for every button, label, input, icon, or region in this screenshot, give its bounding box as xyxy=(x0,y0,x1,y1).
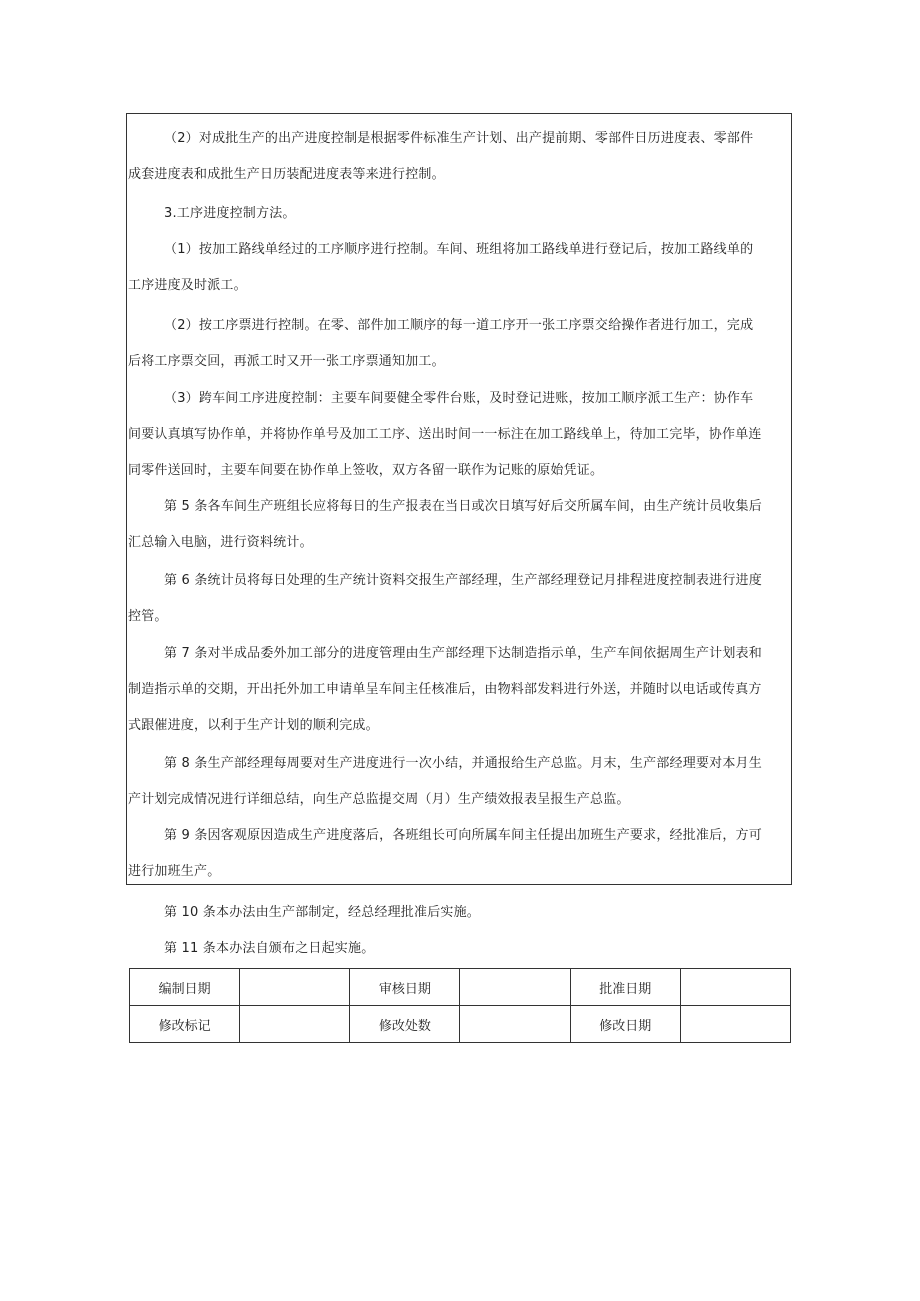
text-line: 第 6 条统计员将每日处理的生产统计资料交报生产部经理，生产部经理登记月排程进度控制表进行进度 xyxy=(164,573,762,588)
label-cell: 修改日期 xyxy=(570,1006,680,1043)
value-cell xyxy=(680,1006,790,1043)
value-cell xyxy=(460,969,570,1006)
label-cell: 批准日期 xyxy=(570,969,680,1006)
paragraph-article-6 xyxy=(128,563,790,635)
value-cell xyxy=(240,969,350,1006)
table-row xyxy=(130,1006,791,1043)
paragraph-batch-output-control xyxy=(128,121,790,193)
text-line: 成套进度表和成批生产日历装配进度表等来进行控制。 xyxy=(128,167,445,182)
text-line: 第 11 条本办法自颁布之日起实施。 xyxy=(164,941,375,956)
paragraph-article-5 xyxy=(128,489,790,561)
text-line: 3.工序进度控制方法。 xyxy=(164,206,296,221)
text-line: 同零件送回时，主要车间要在协作单上签收，双方各留一联作为记账的原始凭证。 xyxy=(128,463,604,478)
label-cell: 审核日期 xyxy=(350,969,460,1006)
text-line: 第 8 条生产部经理每周要对生产进度进行一次小结，并通报给生产总监。月末，生产部经理要对本月生 xyxy=(164,756,762,771)
paragraph-article-11 xyxy=(128,931,790,967)
text-line: 第 10 条本办法由生产部制定，经总经理批准后实施。 xyxy=(164,905,481,920)
text-line: 第 5 条各车间生产班组长应将每日的生产报表在当日或次日填写好后交所属车间，由生产统计员收集后 xyxy=(164,499,762,514)
paragraph-process-ticket-control xyxy=(128,308,790,380)
text-line: 制造指示单的交期，开出托外加工申请单呈车间主任核准后，由物料部发料进行外送，并随时以电话或传真方 xyxy=(128,682,762,697)
text-line: 间要认真填写协作单，并将协作单号及加工工序、送出时间一一标注在加工路线单上，待加工完毕，协作单连 xyxy=(128,427,762,442)
paragraph-article-8 xyxy=(128,746,790,818)
value-cell xyxy=(680,969,790,1006)
text-line: 工序进度及时派工。 xyxy=(128,278,247,293)
paragraph-article-7 xyxy=(128,636,790,744)
text-line: 后将工序票交回，再派工时又开一张工序票通知加工。 xyxy=(128,354,445,369)
label-cell: 修改处数 xyxy=(350,1006,460,1043)
text-line: 产计划完成情况进行详细总结，向生产总监提交周（月）生产绩效报表呈报生产总监。 xyxy=(128,792,630,807)
text-line: 式跟催进度，以利于生产计划的顺利完成。 xyxy=(128,718,379,733)
text-line: （3）跨车间工序进度控制：主要车间要健全零件台账，及时登记进账，按加工顺序派工生产：协作车 xyxy=(164,391,754,406)
text-line: 第 7 条对半成品委外加工部分的进度管理由生产部经理下达制造指示单，生产车间依据周生产计划表和 xyxy=(164,646,762,661)
paragraph-routing-sheet-control xyxy=(128,232,790,304)
label-cell: 编制日期 xyxy=(130,969,240,1006)
table-row xyxy=(130,969,791,1006)
text-line: 进行加班生产。 xyxy=(128,864,221,879)
text-line: 汇总输入电脑，进行资料统计。 xyxy=(128,535,313,550)
paragraph-article-10 xyxy=(128,895,790,931)
value-cell xyxy=(460,1006,570,1043)
paragraph-article-9 xyxy=(128,818,790,890)
value-cell xyxy=(240,1006,350,1043)
text-line: （1）按加工路线单经过的工序顺序进行控制。车间、班组将加工路线单进行登记后，按加工路线单的 xyxy=(164,242,754,257)
text-line: （2）对成批生产的出产进度控制是根据零件标准生产计划、出产提前期、零部件日历进度表、零部件 xyxy=(164,131,754,146)
text-line: （2）按工序票进行控制。在零、部件加工顺序的每一道工序开一张工序票交给操作者进行加工，完成 xyxy=(164,318,754,333)
label-cell: 修改标记 xyxy=(130,1006,240,1043)
paragraph-cross-workshop-control xyxy=(128,381,790,489)
sign-off-table xyxy=(129,968,791,1043)
text-line: 控管。 xyxy=(128,609,168,624)
text-line: 第 9 条因客观原因造成生产进度落后，各班组长可向所属车间主任提出加班生产要求，经批准后，方可 xyxy=(164,828,762,843)
paragraph-process-control-heading xyxy=(128,196,790,232)
